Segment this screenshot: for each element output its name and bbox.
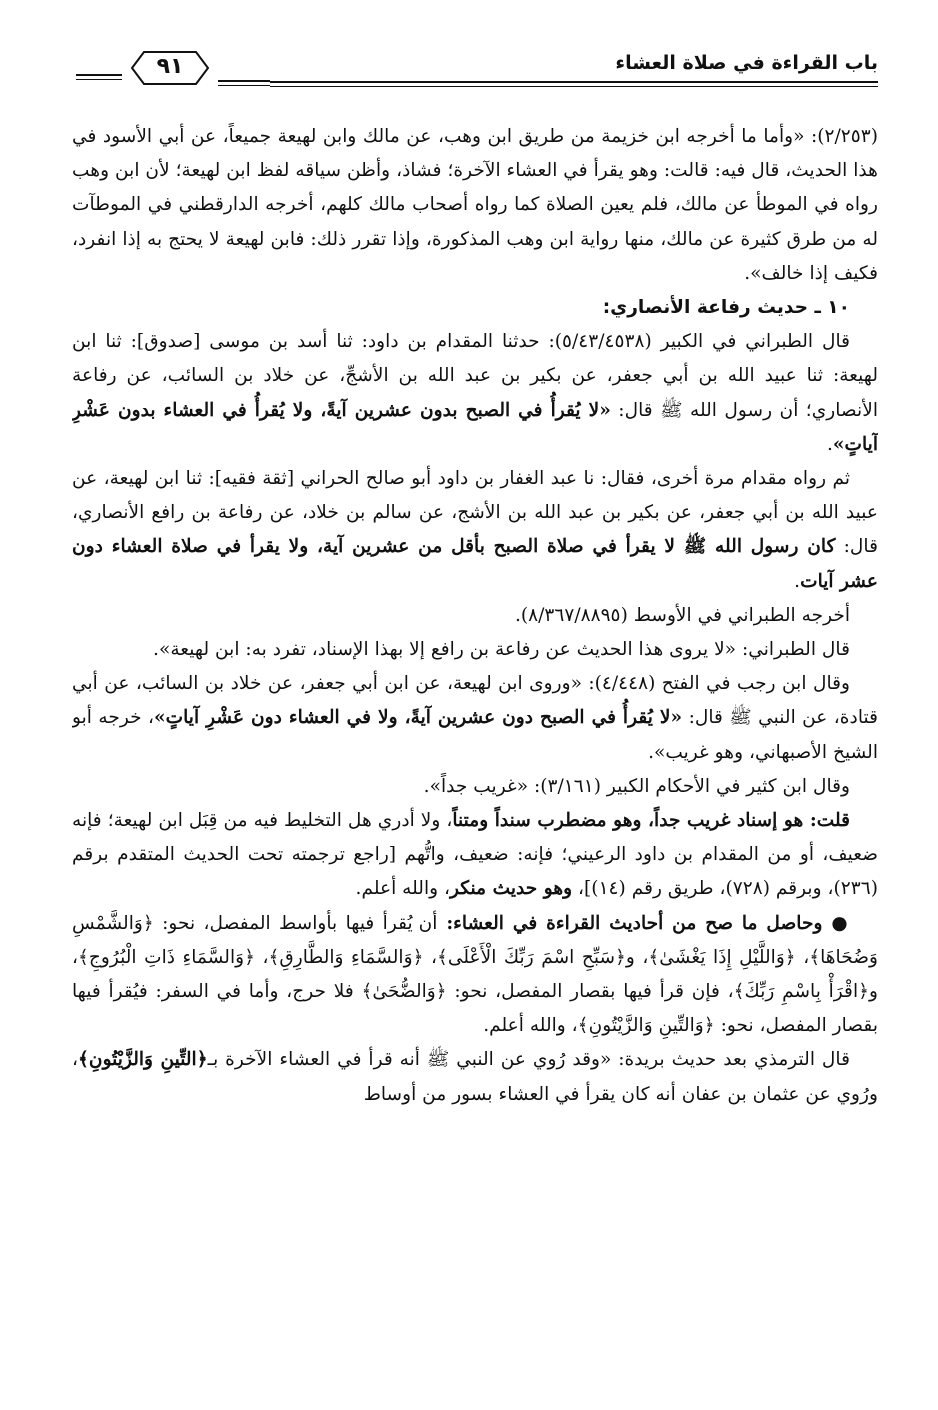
ornament-rule-left-thick bbox=[76, 74, 122, 76]
summary-lead-bold: ● وحاصل ما صح من أحاديث القراءة في العشاء: bbox=[437, 912, 850, 934]
page-number-frame bbox=[126, 50, 214, 86]
page-header bbox=[72, 44, 878, 90]
paragraph-end: . bbox=[826, 433, 833, 455]
page-number-ornament bbox=[72, 50, 272, 90]
running-title: باب القراءة في صلاة العشاء bbox=[615, 52, 878, 74]
ornament-rule-right-thin bbox=[218, 85, 270, 86]
verdict-bold: قلت: هو إسناد غريب جداً، وهو مضطرب سنداً ومتناً bbox=[452, 810, 851, 832]
body-text bbox=[72, 120, 878, 1390]
paragraph-second-narration-text: ثم رواه مقدام مرة أخرى، فقال: نا عبد الغفار بن داود أبو صالح الحراني [ثقة فقيه]: ثنا ابن لهيعة، عن عبيد الله بن أبي جعفر، عن بكير بن عبد الله بن الأشج، عن سالم بن خلاد، عن رفاعة بن رافع الأنصاري، قال: bbox=[72, 468, 878, 558]
section-heading-10: ١٠ ـ حديث رفاعة الأنصاري: bbox=[602, 297, 850, 319]
ornament-rule-left-thin bbox=[76, 79, 122, 80]
paragraph-tirmidhi bbox=[72, 1043, 878, 1111]
paragraph-continued-quote: (٢/٢٥٣): «وأما ما أخرجه ابن خزيمة من طريق ابن وهب، عن مالك وابن لهيعة جميعاً، عن أبي الأسود في هذا الحديث، قال فيه: قالت: وهو يقرأ في العشاء الآخرة؛ فشاذ، وأظن سياقه لفظ ابن لهيعة؛ لأن ابن وهب رواه في الموطأ عن مالك، فلم يعين الصلاة كما رواه أصحاب مالك كلهم، أخرجه الدارقطني في الموطآت له من طرق كثيرة عن مالك، منها رواية ابن وهب المذكورة، وإذا تقرر ذلك: فابن لهيعة لا يحتج به إذا انفرد، فكيف إذا خالف». bbox=[72, 126, 878, 284]
verdict-munkar-bold: وهو حديث منكر bbox=[450, 878, 573, 900]
header-rule-thick bbox=[270, 81, 878, 83]
verdict-end: ، والله أعلم. bbox=[355, 878, 451, 900]
paragraph-tabarani-kabir-text: قال الطبراني في الكبير (٥/٤٣/٤٥٣٨): حدثنا المقدام بن داود: ثنا أسد بن موسى [صدوق]: ثنا ابن لهيعة: ثنا عبيد الله بن أبي جعفر، عن بكير بن عبد الله بن الأشجِّ، عن خلاد بن السائب، عن رفاعة الأنصاري؛ أن رسول الله ﷺ قال: bbox=[72, 331, 878, 421]
summary-text: أن يُقرأ فيها بأواسط المفصل، نحو: ﴿وَالشَّمْسِ وَضُحَاهَا﴾، ﴿وَاللَّيْلِ إِذَا يَغْشَىٰ﴾، و﴿سَبِّحِ اسْمَ رَبِّكَ الْأَعْلَى﴾، ﴿وَالسَّمَاءِ وَالطَّارِقِ﴾، ﴿وَالسَّمَاءِ ذَاتِ الْبُرُوجِ﴾، و﴿اقْرَأْ بِاسْمِ رَبِّكَ﴾، فإن قرأ فيها بقصار المفصل، نحو: ﴿وَالضُّحَىٰ﴾ فلا حرج، وأما في السفر: فيُقرأ فيها بقصار المفصل، نحو: ﴿وَالتِّينِ وَالزَّيْتُونِ﴾، والله أعلم. bbox=[72, 912, 878, 1037]
paragraph-ibn-kathir: وقال ابن كثير في الأحكام الكبير (٣/١٦١): «غريب جداً». bbox=[423, 775, 850, 797]
verdict-text: ، ولا أدري هل التخليط فيه من قِبَل ابن لهيعة؛ فإنه ضعيف، أو من المقدام بن داود الرعيني؛ فإنه: ضعيف، واتُّهم [راجع ترجمته تحت الحديث المتقدم برقم (٢٣٦)، وبرقم (٧٢٨)، طريق رقم (١٤)]، bbox=[72, 810, 878, 900]
page-number: ٩١ bbox=[156, 54, 184, 79]
paragraph-awsat: أخرجه الطبراني في الأوسط (٨/٣٦٧/٨٨٩٥). bbox=[514, 604, 850, 626]
hadith-quote-bold: «لا يُقرأُ في الصبح دون عشرين آيةً، ولا في العشاء دون عَشْرِ آياتٍ» bbox=[154, 707, 683, 729]
paragraph-tabarani-comment: قال الطبراني: «لا يروى هذا الحديث عن رفاعة بن رافع إلا بهذا الإسناد، تفرد به: ابن لهيعة». bbox=[153, 639, 850, 661]
header-rule-thin bbox=[270, 86, 878, 87]
paragraph-tirmidhi-tail: ، ورُوي عن عثمان بن عفان أنه كان يقرأ في العشاء بسور من أوساط bbox=[72, 1049, 878, 1105]
surah-name-bold: ﴿التِّينِ وَالزَّيْتُونِ﴾ bbox=[78, 1049, 208, 1071]
paragraph-tabarani-kabir bbox=[72, 325, 878, 462]
paragraph-summary bbox=[72, 907, 878, 1044]
paragraph-ibn-rajab-tail: ، خرجه أبو الشيخ الأصبهاني، وهو غريب». bbox=[72, 707, 878, 763]
ornament-rule-right-thick bbox=[218, 80, 270, 82]
paragraph-ibn-rajab-text: وقال ابن رجب في الفتح (٤/٤٤٨): «وروى ابن لهيعة، عن ابن أبي جعفر، عن خلاد بن السائب، عن أبي قتادة، عن النبي ﷺ قال: bbox=[72, 673, 878, 729]
paragraph-tirmidhi-text: قال الترمذي بعد حديث بريدة: «وقد رُوي عن النبي ﷺ أنه قرأ في العشاء الآخرة بـ bbox=[207, 1049, 850, 1071]
paragraph-second-narration bbox=[72, 462, 878, 599]
paragraph-end: . bbox=[794, 570, 801, 592]
paragraph-author-verdict bbox=[72, 804, 878, 907]
hadith-quote-bold: كان رسول الله ﷺ لا يقرأ في صلاة الصبح بأقل من عشرين آية، ولا يقرأ في صلاة العشاء دون عشر آيات bbox=[72, 536, 878, 592]
hadith-quote-bold: «لا يُقرأُ في الصبح بدون عشرين آيةً، ولا يُقرأُ في العشاء بدون عَشْرِ آياتٍ» bbox=[72, 399, 878, 455]
paragraph-ibn-rajab bbox=[72, 667, 878, 770]
